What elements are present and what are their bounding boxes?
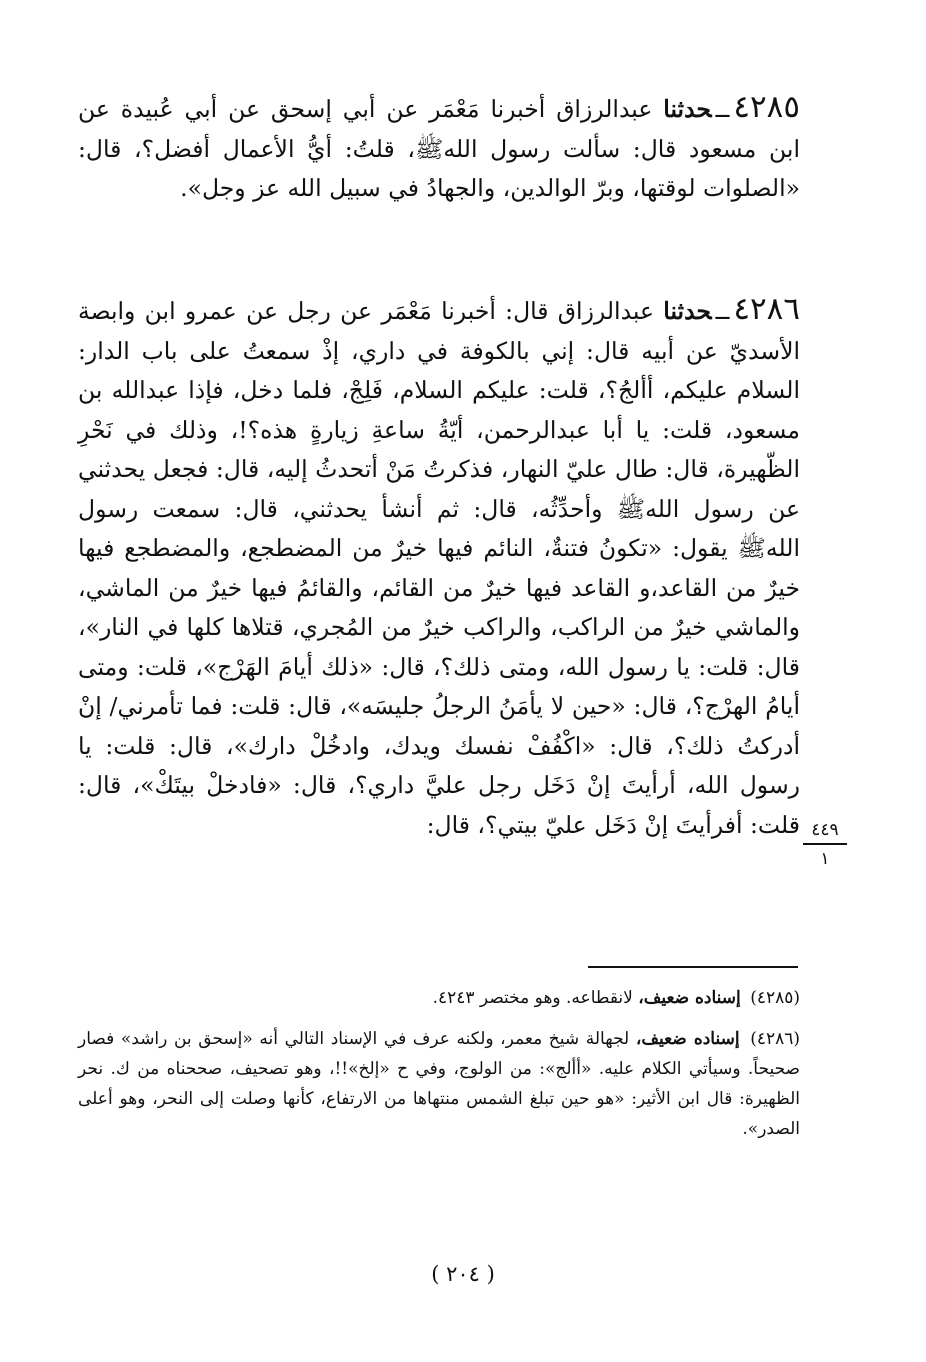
footnote-keyword: إسناده ضعيف، (638, 988, 741, 1008)
hadith-text: عبدالرزاق أخبرنا مَعْمَر عن أبي إسحق عن أبي عُبيدة عن ابن مسعود قال: سألت رسول اللهﷺ، قلتُ: أيُّ الأعمال أفضل؟، قال: «الصلوات لوقتها، وبرّ الوالدين، والجهادُ في سبيل الله عز وجل». (78, 95, 800, 202)
footnote-keyword: إسناده ضعيف، (635, 1029, 740, 1049)
footnote-number: (٤٢٨٥) (750, 988, 800, 1008)
footnote-4285 (78, 983, 800, 1013)
margin-volume-page: ٤٤٩ (811, 820, 839, 840)
hadith-number: ٤٢٨٦ (733, 291, 800, 327)
hadith-4285 (78, 88, 800, 209)
footnote-number: (٤٢٨٦) (750, 1029, 801, 1049)
hadith-number: ٤٢٨٥ (733, 89, 800, 125)
footnote-divider (588, 966, 798, 968)
hadith-text: عبدالرزاق قال: أخبرنا مَعْمَر عن رجل عن عمرو ابن وابصة الأسديّ عن أبيه قال: إني بالكوفة في داري، إذْ سمعتُ على باب الدار: السلام عليكم، أألجُ؟، قلت: عليكم السلام، فَلِجْ، فلما دخل، فإذا عبدالله بن مسعود، قلت: يا أبا عبدالرحمن، أيّةُ ساعةِ زيارةٍ هذه؟!، وذلك في نَحْرِ الظّهيرة، قال: طال عليّ النهار، فذكرتُ مَنْ أتحدثُ إليه، قال: فجعل يحدثني عن رسول اللهﷺ وأحدِّثُه، قال: ثم أنشأ يحدثني، قال: سمعت رسول اللهﷺ يقول: «تكونُ فتنةٌ، النائم فيها خيرٌ من المضطجع، والمضطجع فيها خيرٌ من القاعد،و القاعد فيها خيرٌ من القائم، والقائمُ فيها خيرٌ من الماشي، والماشي خيرٌ من الراكب، والراكب خيرٌ من المُجري، قتلاها كلها في النار»، قال: قلت: يا رسول الله، ومتى ذلك؟، قال: «ذلك أيامَ الهَرْج»، قلت: ومتى أيامُ الهرْج؟، قال: «حين لا يأمَنُ الرجلُ جليسَه»، قال: قلت: فما تأمرني/ إنْ أدركتُ ذلك؟، قال: «اكْفُفْ نفسك ويدك، وادخُلْ دارك»، قال: قلت: يا رسول الله، أرأيتَ إنْ دَخَل رجل عليَّ داري؟، قال: «فادخلْ بيتَكْ»، قال: قلت: أفرأيتَ إنْ دَخَل عليّ بيتي؟، قال: (78, 297, 800, 839)
hadith-4286 (78, 290, 800, 845)
margin-part: ١ (820, 848, 830, 869)
footnote-text: لجهالة شيخ معمر، ولكنه عرف في الإسناد التالي أنه «إسحق بن راشد» فصار صحيحاً. وسيأتي الكلام عليه. «أألج»: من الولوج، وفي ح «إلخ»!!، وهو تصحيف، صححناه من ك. نحر الظهيرة: قال ابن الأثير: «هو حين تبلغ الشمس منتهاها من الارتفاع، كأنها وصلت إلى النحر، وهو أعلى الصدر». (78, 1029, 800, 1139)
hadith-separator: ــ (715, 297, 730, 325)
hadith-separator: ــ (715, 95, 730, 123)
margin-rule (803, 843, 847, 845)
margin-page-reference (803, 820, 847, 869)
hadith-keyword: حدثنا (663, 95, 712, 123)
footnote-4286 (78, 1024, 800, 1144)
footnote-text: لانقطاعه. وهو مختصر ٤٢٤٣. (432, 988, 633, 1008)
hadith-keyword: حدثنا (663, 297, 712, 325)
page-number: ( ٢٠٤ ) (431, 1262, 495, 1286)
